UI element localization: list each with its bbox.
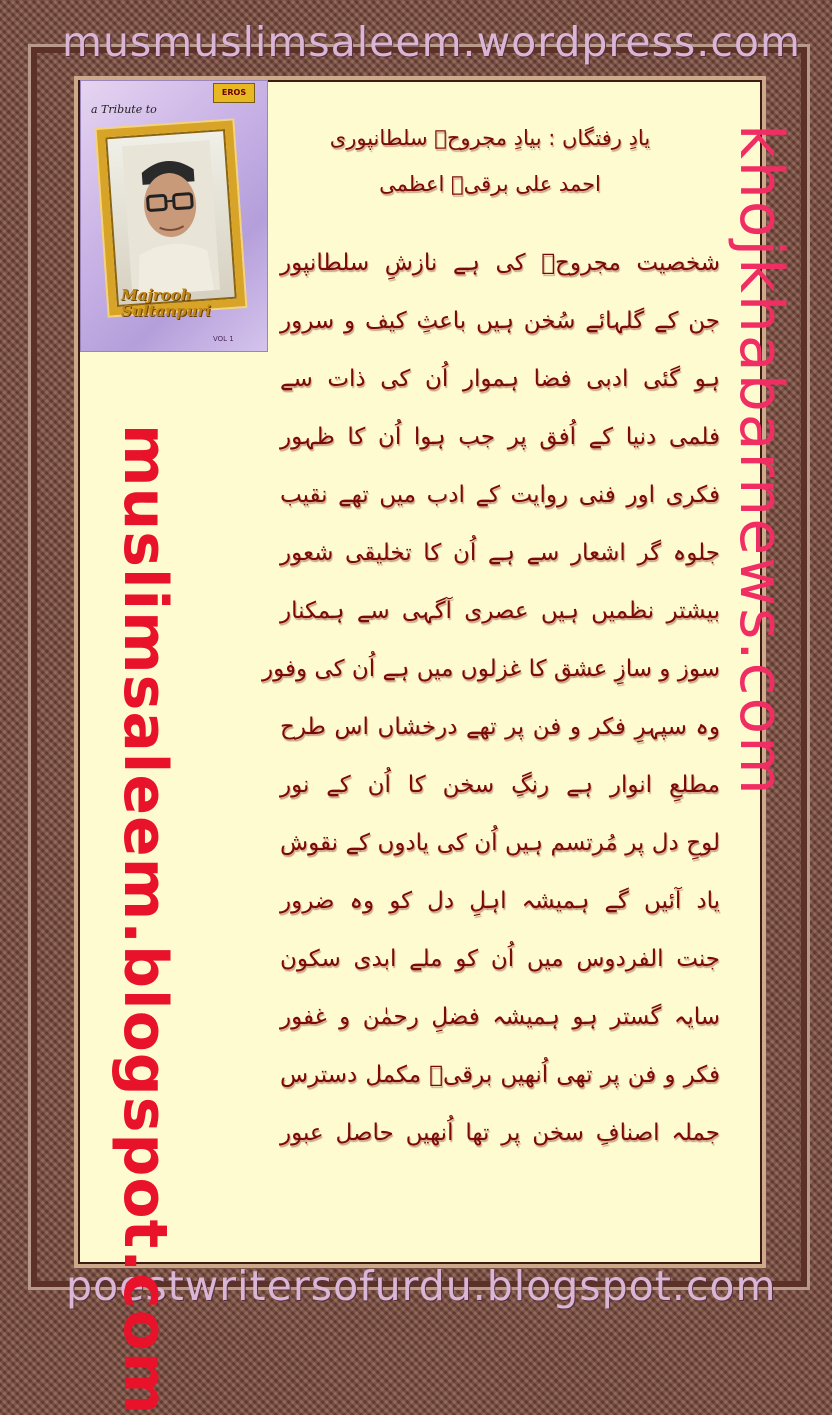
poem-line: ہو گئی ادبی فضا ہموار اُن کی ذات سے bbox=[280, 366, 720, 392]
poem-line: فکر و فن پر تھی اُنھیں برقیؔ مکمل دسترس bbox=[280, 1062, 720, 1088]
poem-line: جلوہ گر اشعار سے ہے اُن کا تخلیقی شعور bbox=[280, 540, 720, 566]
poem-line: فلمی دنیا کے اُفق پر جب ہوا اُن کا ظہور bbox=[280, 424, 720, 450]
poem-line: بیشتر نظمیں ہیں عصری آگہی سے ہمکنار bbox=[280, 598, 720, 624]
watermark-bottom: poestwritersofurdu.blogspot.com bbox=[66, 1262, 777, 1310]
cover-name-line2: Sultanpuri bbox=[121, 302, 211, 320]
watermark-left-vertical: muslimsaleem.blogspot.com bbox=[110, 424, 180, 1415]
poem-author: احمد علی برقیؔ اعظمی bbox=[379, 172, 601, 196]
cover-bottom-tag: VOL 1 bbox=[213, 335, 234, 343]
poem-line: سایہ گستر ہو ہمیشہ فضلِ رحمٰن و غفور bbox=[280, 1004, 720, 1030]
poem-line: مطلعِ انوار ہے رنگِ سخن کا اُن کے نور bbox=[280, 772, 720, 798]
poem-line: لوحِ دل پر مُرتسم ہیں اُن کی یادوں کے نقوش bbox=[280, 830, 720, 856]
cover-logo: EROS bbox=[213, 83, 255, 103]
poem-line: فکری اور فنی روایت کے ادب میں تھے نقیب bbox=[280, 482, 720, 508]
cover-name-line1: Majrooh bbox=[121, 286, 192, 304]
poem-line: جنت الفردوس میں اُن کو ملے ابدی سکون bbox=[280, 946, 720, 972]
album-cover-image bbox=[80, 80, 268, 352]
portrait-icon bbox=[122, 140, 220, 296]
poem-line: جملہ اصنافِ سخن پر تھا اُنھیں حاصل عبور bbox=[280, 1120, 720, 1146]
poem-line: وہ سپہرِ فکر و فن پر تھے درخشاں اس طرح bbox=[280, 714, 720, 740]
poem-title: یادِ رفتگاں : بیادِ مجروحؔ سلطانپوری bbox=[329, 126, 651, 150]
cover-tribute-text: a Tribute to bbox=[91, 103, 157, 116]
poem-line: جن کے گلہائے سُخن ہیں باعثِ کیف و سرور bbox=[280, 308, 720, 334]
poem-line: یاد آئیں گے ہمیشہ اہلِ دل کو وہ ضرور bbox=[280, 888, 720, 914]
poem-line: سوز و سازِ عشق کا غزلوں میں ہے اُن کی وفور bbox=[262, 656, 720, 682]
poem-line: شخصیت مجروحؔ کی ہے نازشِ سلطانپور bbox=[280, 250, 720, 276]
watermark-right-vertical: khojkhabarnews.com bbox=[726, 124, 796, 797]
watermark-top: musmuslimsaleem.wordpress.com bbox=[62, 18, 801, 66]
cover-name bbox=[121, 287, 211, 319]
